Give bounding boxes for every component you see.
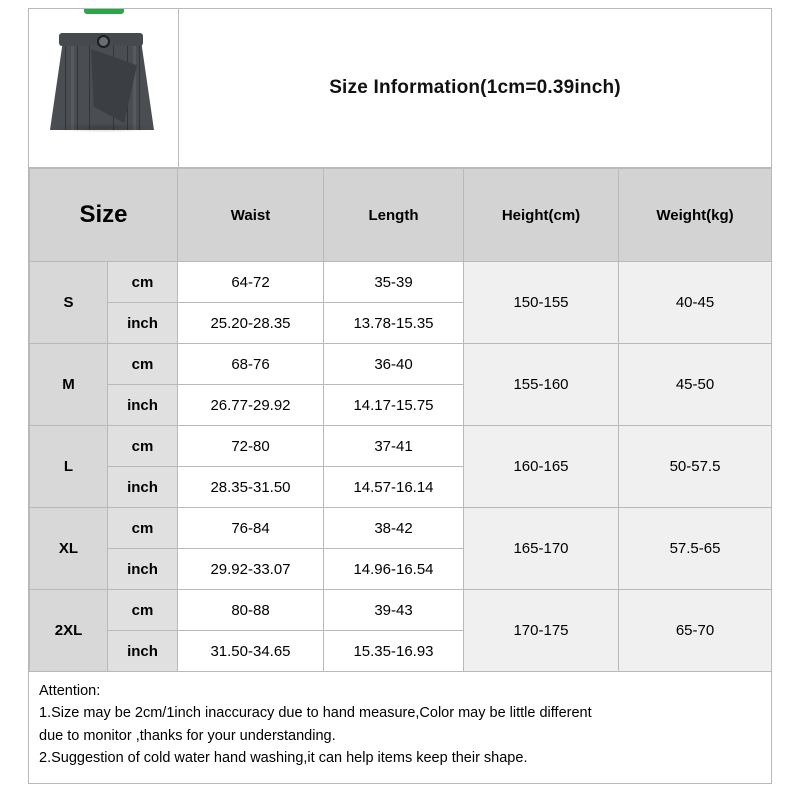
waist-inch-value: 28.35-31.50 bbox=[178, 467, 324, 508]
unit-label-cm: cm bbox=[108, 262, 178, 303]
table-row bbox=[30, 262, 772, 303]
height-value: 150-155 bbox=[464, 262, 619, 344]
attention-line-3: 2.Suggestion of cold water hand washing,it can help items keep their shape. bbox=[39, 750, 528, 767]
page-title: Size Information(1cm=0.39inch) bbox=[329, 77, 621, 98]
waist-cm-value: 76-84 bbox=[178, 508, 324, 549]
height-value: 170-175 bbox=[464, 590, 619, 672]
attention-line-2: due to monitor ,thanks for your understanding. bbox=[39, 727, 336, 744]
chart-header bbox=[29, 9, 771, 168]
green-tab-marker bbox=[84, 9, 124, 14]
size-label: M bbox=[30, 344, 108, 426]
attention-section bbox=[29, 672, 771, 776]
height-value: 160-165 bbox=[464, 426, 619, 508]
waist-inch-value: 26.77-29.92 bbox=[178, 385, 324, 426]
length-cm-value: 35-39 bbox=[324, 262, 464, 303]
skirt-shadow bbox=[49, 123, 157, 133]
weight-value: 45-50 bbox=[619, 344, 772, 426]
table-header-row bbox=[30, 169, 772, 262]
length-cm-value: 37-41 bbox=[324, 426, 464, 467]
length-cm-value: 39-43 bbox=[324, 590, 464, 631]
unit-label-inch: inch bbox=[108, 303, 178, 344]
skirt-pleat bbox=[139, 44, 140, 130]
unit-label-inch: inch bbox=[108, 631, 178, 672]
skirt-highlight bbox=[71, 44, 74, 130]
size-label: 2XL bbox=[30, 590, 108, 672]
column-header-height: Height(cm) bbox=[464, 169, 619, 262]
size-table bbox=[29, 168, 772, 672]
unit-label-cm: cm bbox=[108, 344, 178, 385]
unit-label-cm: cm bbox=[108, 426, 178, 467]
unit-label-cm: cm bbox=[108, 590, 178, 631]
weight-value: 57.5-65 bbox=[619, 508, 772, 590]
weight-value: 40-45 bbox=[619, 262, 772, 344]
length-inch-value: 15.35-16.93 bbox=[324, 631, 464, 672]
length-inch-value: 14.57-16.14 bbox=[324, 467, 464, 508]
table-row bbox=[30, 508, 772, 549]
chart-title-cell bbox=[179, 9, 771, 167]
size-label: XL bbox=[30, 508, 108, 590]
skirt-buckle bbox=[97, 35, 110, 48]
length-inch-value: 14.17-15.75 bbox=[324, 385, 464, 426]
height-value: 165-170 bbox=[464, 508, 619, 590]
product-image-cell bbox=[29, 9, 179, 167]
column-header-length: Length bbox=[324, 169, 464, 262]
unit-label-cm: cm bbox=[108, 508, 178, 549]
size-chart-sheet bbox=[28, 8, 772, 784]
height-value: 155-160 bbox=[464, 344, 619, 426]
attention-line-1: 1.Size may be 2cm/1inch inaccuracy due to hand measure,Color may be little different bbox=[39, 705, 592, 722]
pleated-skirt-image bbox=[45, 23, 163, 151]
table-row bbox=[30, 426, 772, 467]
length-inch-value: 13.78-15.35 bbox=[324, 303, 464, 344]
column-header-size: Size bbox=[30, 169, 178, 262]
size-label: L bbox=[30, 426, 108, 508]
unit-label-inch: inch bbox=[108, 549, 178, 590]
weight-value: 50-57.5 bbox=[619, 426, 772, 508]
column-header-waist: Waist bbox=[178, 169, 324, 262]
length-cm-value: 38-42 bbox=[324, 508, 464, 549]
waist-inch-value: 31.50-34.65 bbox=[178, 631, 324, 672]
length-cm-value: 36-40 bbox=[324, 344, 464, 385]
waist-cm-value: 80-88 bbox=[178, 590, 324, 631]
skirt-pleat bbox=[77, 44, 78, 130]
waist-inch-value: 29.92-33.07 bbox=[178, 549, 324, 590]
waist-cm-value: 68-76 bbox=[178, 344, 324, 385]
waist-inch-value: 25.20-28.35 bbox=[178, 303, 324, 344]
skirt-highlight bbox=[133, 44, 136, 130]
size-label: S bbox=[30, 262, 108, 344]
waist-cm-value: 64-72 bbox=[178, 262, 324, 303]
attention-heading: Attention: bbox=[39, 683, 101, 699]
weight-value: 65-70 bbox=[619, 590, 772, 672]
unit-label-inch: inch bbox=[108, 385, 178, 426]
table-row bbox=[30, 590, 772, 631]
length-inch-value: 14.96-16.54 bbox=[324, 549, 464, 590]
table-row bbox=[30, 344, 772, 385]
waist-cm-value: 72-80 bbox=[178, 426, 324, 467]
skirt-pleat bbox=[65, 44, 66, 130]
skirt-pleat bbox=[89, 44, 90, 130]
unit-label-inch: inch bbox=[108, 467, 178, 508]
column-header-weight: Weight(kg) bbox=[619, 169, 772, 262]
